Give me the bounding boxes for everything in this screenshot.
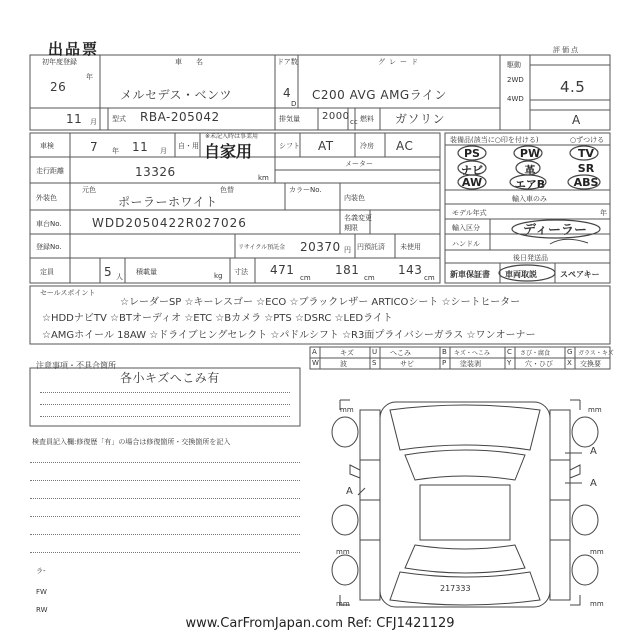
dim-unit-width: cm: [364, 274, 375, 282]
drive-2wd: 2WD: [507, 76, 524, 84]
month-suffix: 月: [90, 118, 97, 126]
capacity-unit: 人: [116, 273, 123, 281]
eval-score: 4.5: [560, 78, 586, 96]
carname-value: メルセデス・ベンツ: [120, 88, 233, 102]
inspector-line-2: [30, 480, 300, 481]
fuel-label: 燃料: [360, 115, 374, 123]
sales-title: セールスポイント: [40, 289, 96, 297]
model-value: RBA-205042: [140, 110, 220, 124]
dim-unit-length: cm: [300, 274, 311, 282]
doc-spare-key: スペアキー: [560, 270, 600, 279]
legend-r2-w-text: 波: [340, 360, 347, 368]
equip-aw: AW: [461, 176, 483, 189]
orig-color-label: 元色: [82, 186, 96, 194]
inspection-label: 車検: [40, 142, 54, 150]
capacity-label: 定員: [40, 268, 54, 276]
sales-line-3: ☆AMGホイール 18AW ☆ドライブヒングセレクト ☆パドルシフト ☆R3面プライバシーガラス ☆ワンオーナー: [42, 330, 536, 341]
damage-mark-2: A: [590, 478, 598, 489]
legend-r2-w: W: [312, 359, 319, 367]
color-change-label: 色替: [220, 186, 234, 194]
damage-mark-3: A: [346, 486, 354, 497]
era-suffix: 年: [86, 73, 93, 81]
meter-label: メーター: [345, 160, 373, 168]
usage-value: 自家用: [204, 142, 253, 161]
equip-leather: 革: [524, 164, 536, 177]
damage-mark-1: A: [590, 446, 598, 457]
displacement-unit: cc: [350, 118, 358, 126]
carname-label: 車名: [175, 58, 217, 66]
mm-label-4: mm: [590, 548, 604, 556]
drive-4wd: 4WD: [507, 95, 524, 103]
side-label-1: ラ-: [36, 567, 46, 575]
inspector-line-1: [30, 462, 300, 463]
legend-r1-c-text: さび・腐食: [520, 350, 551, 357]
interior-label: 内装色: [344, 194, 365, 202]
reg-no-label: 登録No.: [36, 243, 62, 251]
notes-line-1: [40, 392, 290, 393]
shift-label: シフト: [279, 142, 300, 150]
doors-unit: D: [291, 100, 297, 108]
recycle-status-label: 円預託済: [357, 243, 385, 251]
doc-manual: 車両取説: [505, 270, 537, 279]
shift-value: AT: [318, 139, 334, 153]
load-label: 積載量: [136, 268, 157, 276]
interior-grade: A: [572, 113, 581, 127]
import-class-label: 輸入区分: [452, 224, 480, 232]
drive-label: 駆動: [507, 61, 521, 69]
equip-sr: SR: [577, 162, 595, 175]
legend-r1-a-text: キズ: [340, 349, 354, 357]
handle-label: ハンドル: [452, 240, 480, 248]
fuel-value: ガソリン: [395, 112, 446, 126]
legend-r1-u-text: へこみ: [390, 349, 411, 357]
mm-label-6: mm: [590, 600, 604, 608]
deadline-label: 期限: [344, 224, 358, 232]
side-label-3: RW: [36, 606, 48, 614]
docs-circles: [445, 263, 610, 283]
inspection-month: 11: [132, 140, 149, 154]
notes-title: 注意事項・不具合箇所: [36, 361, 116, 370]
car-diagram: [320, 390, 610, 615]
grade-label: グレード: [378, 58, 422, 66]
legend-r2-p-text: 塗装剥: [460, 360, 481, 368]
inspector-line-6: [30, 552, 300, 553]
dimensions-label: 寸法: [234, 268, 248, 276]
model-year-label: モデル年式: [452, 209, 487, 217]
usage-note: ※未記入時は事業用: [205, 133, 259, 140]
sales-line-2: ☆HDDナビTV ☆BTオーディオ ☆ETC ☆Bカメラ ☆PTS ☆DSRC ☆LEDライト: [42, 313, 393, 324]
docs-label: 後日発送品: [513, 254, 548, 262]
dimension-width: 181: [335, 263, 360, 277]
grade-value: C200 AVG AMGライン: [312, 88, 447, 102]
equip-abs: ABS: [573, 176, 599, 189]
colorno-label: カラーNo.: [289, 186, 322, 194]
mileage-label: 走行距離: [36, 167, 64, 175]
load-unit: kg: [214, 272, 223, 280]
legend-r1-b-text: キズ・へこみ: [454, 350, 490, 357]
unknown-label: 未使用: [400, 243, 421, 251]
legend-r1-b: B: [442, 348, 447, 356]
notes-text: 各小キズへこみ有: [120, 371, 220, 385]
notes-line-2: [40, 404, 290, 405]
mm-label-2: mm: [588, 406, 602, 414]
legend-r2-s-text: サビ: [400, 360, 414, 368]
legend-r2-y-text: 穴・ひび: [525, 360, 553, 368]
legend-r2-s: S: [372, 359, 377, 367]
ac-label: 冷房: [360, 142, 374, 150]
doc-warranty: 新車保証書: [450, 270, 490, 279]
footer-watermark: www.CarFromJapan.com Ref: CFJ1421129: [185, 616, 455, 631]
legend-r1-u: U: [372, 348, 378, 356]
equipment-title: 装備品(該当に○印を付ける): [450, 136, 539, 144]
ac-value: AC: [396, 139, 414, 153]
recycle-unit: 円: [344, 246, 351, 254]
dimension-length: 471: [270, 263, 295, 277]
mileage-unit: km: [258, 174, 269, 182]
inspection-month-suffix: 月: [160, 147, 167, 155]
notes-line-3: [40, 416, 290, 417]
legend-r1-g-text: ガラス・キズ: [578, 350, 614, 357]
inspector-line-3: [30, 498, 300, 499]
displacement-label: 排気量: [279, 115, 300, 123]
equipment-power-label: ○ずつける: [570, 136, 605, 144]
mm-label-5: mm: [336, 600, 350, 608]
equipment-circles: [440, 145, 610, 190]
legend-r1-a: A: [312, 348, 317, 356]
reg-month: 11: [66, 112, 83, 126]
side-label-2: FW: [36, 588, 47, 596]
diagram-stamp: 217333: [440, 584, 471, 593]
inspection-year-suffix: 年: [112, 147, 119, 155]
chassis-label: 車台No.: [36, 220, 62, 228]
legend-r1-g: G: [567, 348, 573, 356]
dim-unit-height: cm: [424, 274, 435, 282]
name-change-label: 名義変更: [344, 214, 372, 222]
doors-label: ドア数: [277, 58, 298, 66]
import-class-circle: [510, 219, 605, 249]
inspector-line-4: [30, 516, 300, 517]
import-class-value: ディーラー: [523, 223, 587, 238]
legend-r2-x-text: 交換要: [580, 360, 601, 368]
exterior-label: 外装色: [36, 194, 57, 202]
displacement-value: 2000: [322, 111, 350, 122]
inspection-year: 7: [90, 140, 99, 154]
capacity-value: 5: [104, 265, 113, 279]
mileage-value: 13326: [135, 165, 176, 179]
mm-label-3: mm: [336, 548, 350, 556]
mm-label-1: mm: [340, 406, 354, 414]
reg-label: 初年度登録: [42, 58, 77, 66]
sales-line-1: ☆レーダーSP ☆キーレスゴー ☆ECO ☆ブラックレザー ARTICOシート ☆シートヒーター: [120, 297, 521, 308]
equip-pw: PW: [519, 147, 541, 160]
equip-tv: TV: [577, 147, 595, 160]
model-year-unit: 年: [600, 209, 607, 217]
chassis-value: WDD2050422R027026: [92, 216, 247, 230]
equip-ps: PS: [464, 147, 480, 160]
recycle-value: 20370: [300, 240, 341, 254]
inspector-title: 検査員記入欄:修復歴「有」の場合は修復箇所・交換箇所を記入: [32, 438, 231, 446]
model-label: 型式: [112, 115, 126, 123]
legend-r1-c: C: [507, 348, 512, 356]
legend-r2-x: X: [567, 359, 572, 367]
legend-r2-p: P: [442, 359, 447, 367]
import-title: 輸入車のみ: [512, 195, 547, 203]
color-value: ポーラーホワイト: [118, 195, 218, 209]
eval-label: 評価点: [553, 46, 580, 54]
era-year: 26: [50, 80, 67, 94]
recycle-label: リサイクル預託金: [238, 244, 286, 251]
page-title: 出品票: [48, 40, 100, 58]
equip-navi: ナビ: [461, 164, 483, 177]
dimension-height: 143: [398, 263, 423, 277]
usage-label: 自・用: [178, 142, 199, 150]
doors-value: 4: [283, 86, 292, 100]
legend-r2-y: Y: [507, 359, 512, 367]
inspector-line-5: [30, 534, 300, 535]
equip-airbag: エアB: [514, 178, 546, 191]
